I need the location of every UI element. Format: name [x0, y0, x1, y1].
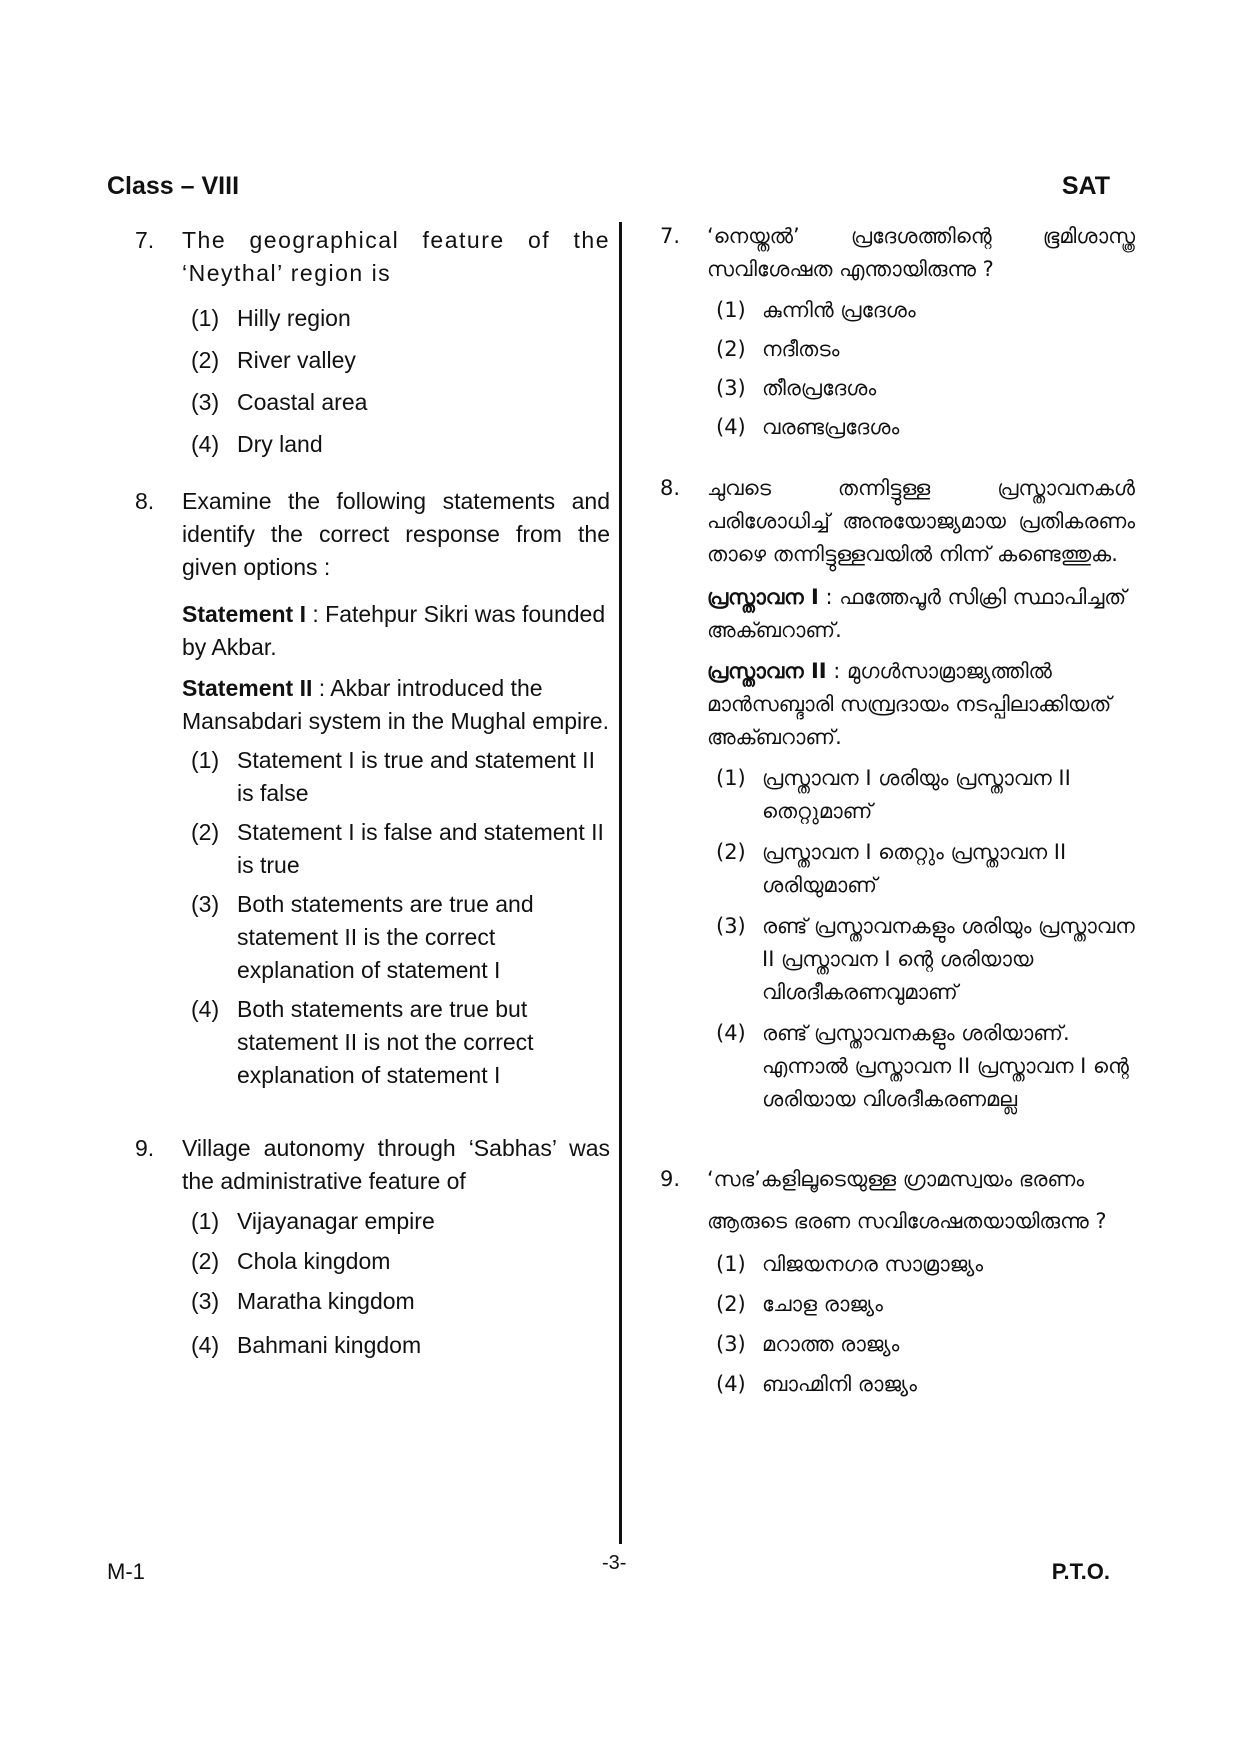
option-number: (2)	[191, 819, 220, 845]
question-7-en	[135, 224, 610, 461]
option-text: Hilly region	[237, 305, 351, 331]
exam-label: SAT	[1061, 172, 1110, 200]
option-text: കുന്നിൻ പ്രദേശം	[762, 298, 916, 322]
option-number: (2)	[191, 347, 220, 373]
option-text: തീരപ്രദേശം	[762, 376, 877, 400]
option-text: രണ്ട് പ്രസ്താവനകളും ശരിയും പ്രസ്താവന II പ്രസ്താവന I ന്റെ ശരിയായ വിശദീകരണവുമാണ്	[762, 914, 1135, 1004]
option-text: ചോള രാജ്യം	[762, 1292, 883, 1316]
option-number: (1)	[191, 747, 220, 773]
option	[660, 372, 1135, 405]
option	[135, 428, 610, 461]
malayalam-column	[660, 220, 1135, 1404]
option-text: നദീതടം	[762, 337, 840, 361]
option	[660, 836, 1135, 902]
question-number: 7.	[660, 224, 681, 248]
option	[135, 386, 610, 419]
option-text: Both statements are true and statement II is the correct explanation of statement I	[237, 891, 534, 983]
column-divider	[619, 222, 622, 1544]
option-text: Bahmani kingdom	[237, 1332, 422, 1358]
question-text: ‘സഭ’കളിലൂടെയുള്ള ഗ്രാമസ്വയം ഭരണം ആരുടെ ഭരണ സവിശേഷതയായിരുന്നു ?	[707, 1167, 1107, 1233]
question-7-ml	[660, 220, 1135, 444]
option	[660, 1284, 1135, 1324]
option	[135, 1285, 610, 1318]
option-number: (4)	[716, 1021, 746, 1045]
question-9-en	[135, 1132, 610, 1362]
option	[660, 910, 1135, 1009]
question-number: 9.	[660, 1167, 681, 1191]
option-text: ബാഹ്മിനി രാജ്യം	[762, 1372, 917, 1396]
option-number: (2)	[716, 840, 746, 864]
option-number: (4)	[191, 996, 220, 1022]
option-text: Both statements are true but statement II is not the correct explanation of statement I	[237, 996, 534, 1088]
option	[135, 888, 610, 987]
option-text: വരണ്ടപ്രദേശം	[762, 415, 900, 439]
option-number: (4)	[716, 415, 746, 439]
class-label: Class – VIII	[107, 172, 240, 200]
question-8-en	[135, 485, 610, 1092]
option-number: (2)	[716, 337, 746, 361]
statement-1	[707, 581, 1135, 647]
option-number: (4)	[191, 1332, 220, 1358]
option	[135, 816, 610, 882]
option-text: Statement I is false and statement II is true	[237, 819, 604, 878]
option-text: രണ്ട് പ്രസ്താവനകളും ശരിയാണ്. എന്നാൽ പ്രസ്താവന II പ്രസ്താവന I ന്റെ ശരിയായ വിശദീകരണമല്ല	[762, 1021, 1129, 1111]
option-number: (3)	[716, 376, 746, 400]
option-number: (4)	[716, 1372, 746, 1396]
option-number: (1)	[191, 305, 220, 331]
statement-2	[707, 655, 1135, 754]
english-column	[135, 224, 610, 1362]
question-number: 8.	[135, 488, 155, 514]
question-text: Village autonomy through ‘Sabhas’ was the administrative feature of	[182, 1135, 610, 1194]
question-number: 7.	[135, 227, 155, 253]
option	[660, 294, 1135, 327]
statement-text: : Fatehpur Sikri was founded by Akbar.	[182, 601, 606, 660]
option-number: (3)	[191, 891, 220, 917]
statement-2	[182, 672, 610, 738]
option	[660, 1324, 1135, 1364]
option	[135, 1205, 610, 1238]
option-number: (1)	[716, 1252, 746, 1276]
option-number: (2)	[716, 1292, 746, 1316]
option	[135, 744, 610, 810]
option	[135, 993, 610, 1092]
option-number: (1)	[191, 1208, 220, 1234]
option	[660, 1364, 1135, 1404]
statement-text: : Akbar introduced the Mansabdari system in the Mughal empire.	[182, 675, 609, 734]
option-text: പ്രസ്താവന I തെറ്റും പ്രസ്താവന II ശരിയുമാണ്	[762, 840, 1067, 897]
option-number: (2)	[191, 1248, 220, 1274]
statement-text: : മുഗൾസാമ്രാജ്യത്തിൽ മാൻസബ്ദാരി സമ്പ്രദായം നടപ്പിലാക്കിയത് അക്ബറാണ്.	[707, 659, 1112, 749]
question-number: 8.	[660, 476, 681, 500]
option-text: Vijayanagar empire	[237, 1208, 435, 1234]
question-8-ml	[660, 472, 1135, 1116]
option	[135, 1245, 610, 1278]
option-number: (1)	[716, 298, 746, 322]
option-text: മറാത്ത രാജ്യം	[762, 1332, 900, 1356]
statement-label: പ്രസ്താവന II	[707, 659, 827, 683]
option-number: (3)	[191, 389, 220, 415]
option-number: (3)	[191, 1288, 220, 1314]
statement-label: Statement II	[182, 675, 313, 701]
option-text: Coastal area	[237, 389, 368, 415]
option-text: River valley	[237, 347, 356, 373]
page-number: -3-	[602, 1552, 627, 1574]
question-text: ‘നെയ്തൽ’ പ്രദേശത്തിന്റെ ഭൂമിശാസ്ത്ര സവിശേഷത എന്തായിരുന്നു ?	[707, 224, 1135, 281]
option-text: Dry land	[237, 431, 323, 457]
question-text: ചുവടെ തന്നിട്ടുള്ള പ്രസ്താവനകൾ പരിശോധിച്ച് അനുയോജ്യമായ പ്രതികരണം താഴെ തന്നിട്ടുള്ളവയിൽ നിന്ന് കണ്ടെത്തുക.	[707, 476, 1135, 566]
option	[660, 333, 1135, 366]
statement-label: Statement I	[182, 601, 306, 627]
statement-label: പ്രസ്താവന I	[707, 585, 819, 609]
option	[135, 302, 610, 335]
pto-label: P.T.O.	[1051, 1559, 1110, 1584]
option	[135, 1329, 610, 1362]
option-number: (3)	[716, 1332, 746, 1356]
option	[660, 762, 1135, 828]
option	[660, 1244, 1135, 1284]
question-9-ml	[660, 1158, 1135, 1404]
option-text: Statement I is true and statement II is false	[237, 747, 595, 806]
question-number: 9.	[135, 1135, 155, 1161]
option-number: (1)	[716, 766, 746, 790]
question-text: The geographical feature of the ‘Neythal’ region is	[182, 227, 610, 286]
booklet-code: M-1	[107, 1559, 145, 1584]
option	[135, 344, 610, 377]
question-text: Examine the following statements and identify the correct response from the given options :	[182, 488, 610, 580]
option	[660, 411, 1135, 444]
statement-1	[182, 598, 610, 664]
option-text: വിജയനഗര സാമ്രാജ്യം	[762, 1252, 984, 1276]
statement-text: : ഫത്തേപൂർ സിക്രി സ്ഥാപിച്ചത് അക്ബറാണ്.	[707, 585, 1127, 642]
option-text: പ്രസ്താവന I ശരിയും പ്രസ്താവന II തെറ്റുമാണ്	[762, 766, 1071, 823]
option-text: Maratha kingdom	[237, 1288, 415, 1314]
option-number: (4)	[191, 431, 220, 457]
option	[660, 1017, 1135, 1116]
option-text: Chola kingdom	[237, 1248, 391, 1274]
option-number: (3)	[716, 914, 746, 938]
